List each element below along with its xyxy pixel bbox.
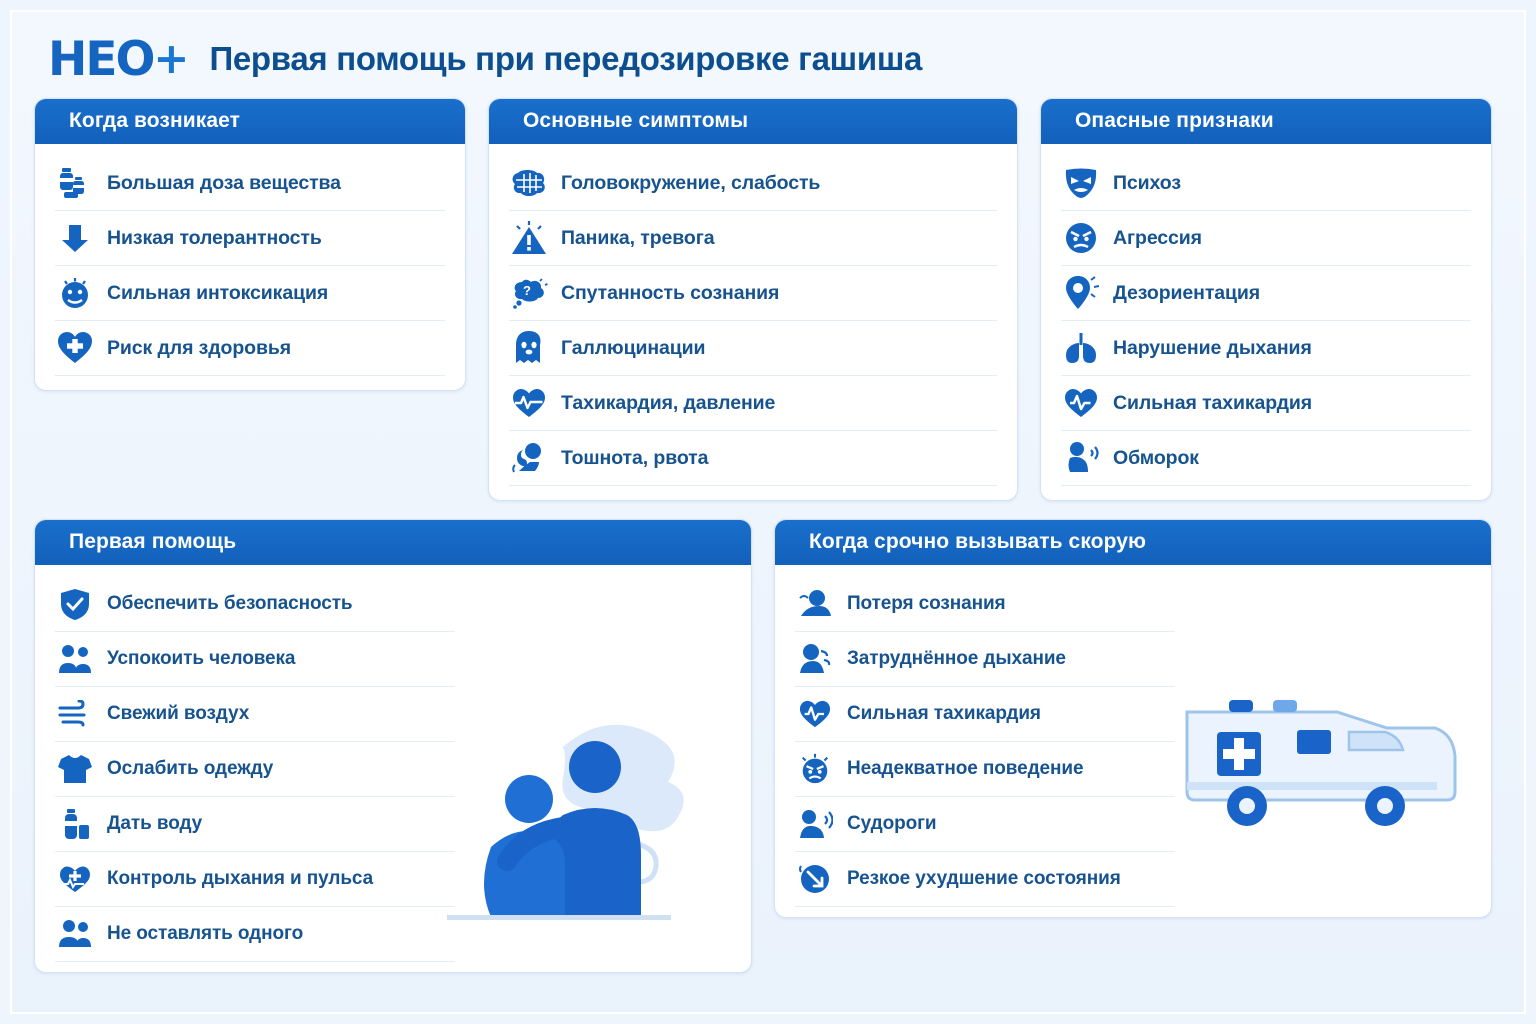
svg-text:?: ?	[523, 283, 531, 298]
heart-cross-icon	[55, 328, 95, 368]
list-item	[1061, 156, 1471, 211]
list-item	[795, 687, 1175, 742]
list-item-label: Судороги	[847, 813, 937, 834]
list-item	[55, 266, 445, 321]
brand-logo	[48, 31, 188, 87]
first-aid-list	[55, 577, 455, 962]
dizzy-face-icon	[55, 273, 95, 313]
thought-cloud-question-icon	[509, 273, 549, 313]
card-when-occurs-body	[35, 144, 465, 390]
card-call-ambulance-body	[775, 565, 1491, 917]
list-item-label: Контроль дыхания и пульса	[107, 868, 374, 889]
list-item-label: Ослабить одежду	[107, 758, 274, 779]
list-item	[55, 632, 455, 687]
shield-check-icon	[55, 584, 95, 624]
card-when-occurs-title: Когда возникает	[35, 99, 465, 144]
list-item-label: Психоз	[1113, 171, 1181, 194]
brand-logo-text: НЕО	[48, 31, 154, 87]
list-item	[55, 742, 455, 797]
list-item-label: Затруднённое дыхание	[847, 648, 1066, 669]
list-item	[509, 211, 997, 266]
list-item-label: Резкое ухудшение состояния	[847, 868, 1121, 889]
card-call-ambulance-title: Когда срочно вызывать скорую	[775, 520, 1491, 565]
list-item-label: Дезориентация	[1113, 281, 1261, 304]
brand-logo-plus: +	[153, 33, 188, 84]
warning-triangle-icon	[509, 218, 549, 258]
call-ambulance-list	[795, 577, 1175, 907]
bottom-card-row	[34, 519, 1502, 973]
ambulance-illustration	[1177, 672, 1467, 857]
list-item	[509, 321, 997, 376]
heart-ecg-icon	[795, 694, 835, 734]
card-main-symptoms-body	[489, 144, 1017, 500]
list-item	[509, 376, 997, 431]
card-first-aid-title: Первая помощь	[35, 520, 751, 565]
lungs-icon	[1061, 328, 1101, 368]
list-item-label: Большая доза вещества	[107, 171, 341, 194]
water-bottle-icon	[55, 804, 95, 844]
tshirt-icon	[55, 749, 95, 789]
list-item-label: Успокоить человека	[107, 648, 296, 669]
list-item	[55, 687, 455, 742]
fainting-person-icon	[1061, 438, 1101, 478]
list-item	[55, 797, 455, 852]
page-title: Первая помощь при передозировке гашиша	[209, 40, 923, 77]
list-item	[55, 321, 445, 376]
top-card-row	[34, 98, 1502, 501]
list-item-label: Паника, тревога	[561, 226, 715, 249]
list-item-label: Тахикардия, давление	[561, 391, 776, 414]
list-item	[795, 577, 1175, 632]
card-call-ambulance	[774, 519, 1492, 918]
list-item	[1061, 431, 1471, 486]
heart-monitor-icon	[55, 859, 95, 899]
list-item-label: Неадекватное поведение	[847, 758, 1084, 779]
list-item	[55, 907, 455, 962]
heart-ecg-icon	[1061, 383, 1101, 423]
list-item-label: Нарушение дыхания	[1113, 336, 1312, 359]
list-item-label: Обеспечить безопасность	[107, 593, 353, 614]
two-people-support-icon	[55, 914, 95, 954]
list-item-label: Головокружение, слабость	[561, 171, 821, 194]
list-item-label: Низкая толерантность	[107, 226, 322, 249]
list-item-label: Агрессия	[1113, 226, 1202, 249]
angry-face-icon	[1061, 218, 1101, 258]
list-item	[1061, 321, 1471, 376]
list-item	[1061, 376, 1471, 431]
ghost-icon	[509, 328, 549, 368]
brain-icon	[509, 163, 549, 203]
agitated-face-icon	[795, 749, 835, 789]
list-item	[55, 852, 455, 907]
card-danger-signs	[1040, 98, 1492, 501]
list-item-label: Свежий воздух	[107, 703, 250, 724]
poster-content	[10, 10, 1526, 1014]
list-item-label: Сильная интоксикация	[107, 281, 329, 304]
list-item	[795, 742, 1175, 797]
list-item	[1061, 266, 1471, 321]
list-item-label: Дать воду	[107, 813, 203, 834]
list-item-label: Спутанность сознания	[561, 281, 780, 304]
list-item	[795, 797, 1175, 852]
list-item-label: Тошнота, рвота	[561, 446, 709, 469]
breathing-difficulty-icon	[795, 639, 835, 679]
poster-header	[34, 28, 1502, 90]
card-danger-signs-body	[1041, 144, 1491, 500]
list-item	[55, 211, 445, 266]
wind-icon	[55, 694, 95, 734]
card-main-symptoms	[488, 98, 1018, 501]
list-item-label: Сильная тахикардия	[847, 703, 1041, 724]
list-item	[55, 577, 455, 632]
list-item-label: Галлюцинации	[561, 336, 706, 359]
location-pin-head-icon	[1061, 273, 1101, 313]
list-item	[1061, 211, 1471, 266]
list-item-label: Потеря сознания	[847, 593, 1006, 614]
seizure-person-icon	[795, 804, 835, 844]
unconscious-head-icon	[795, 584, 835, 624]
two-people-icon	[55, 639, 95, 679]
card-when-occurs	[34, 98, 466, 391]
angry-mask-icon	[1061, 163, 1101, 203]
list-item-label: Не оставлять одного	[107, 923, 304, 944]
list-item	[55, 156, 445, 211]
card-first-aid-body	[35, 565, 751, 972]
down-arrow-icon	[55, 218, 95, 258]
card-danger-signs-title: Опасные признаки	[1041, 99, 1491, 144]
list-item	[795, 852, 1175, 907]
bottles-icon	[55, 163, 95, 203]
list-item	[795, 632, 1175, 687]
heart-pulse-icon	[509, 383, 549, 423]
list-item-label: Обморок	[1113, 446, 1199, 469]
list-item-label: Сильная тахикардия	[1113, 391, 1313, 414]
list-item	[509, 431, 997, 486]
card-main-symptoms-title: Основные симптомы	[489, 99, 1017, 144]
list-item-label: Риск для здоровья	[107, 336, 292, 359]
vomiting-person-icon	[509, 438, 549, 478]
list-item	[509, 266, 997, 321]
declining-arrow-icon	[795, 859, 835, 899]
list-item	[509, 156, 997, 211]
card-first-aid	[34, 519, 752, 973]
hugging-people-illustration	[413, 707, 713, 962]
